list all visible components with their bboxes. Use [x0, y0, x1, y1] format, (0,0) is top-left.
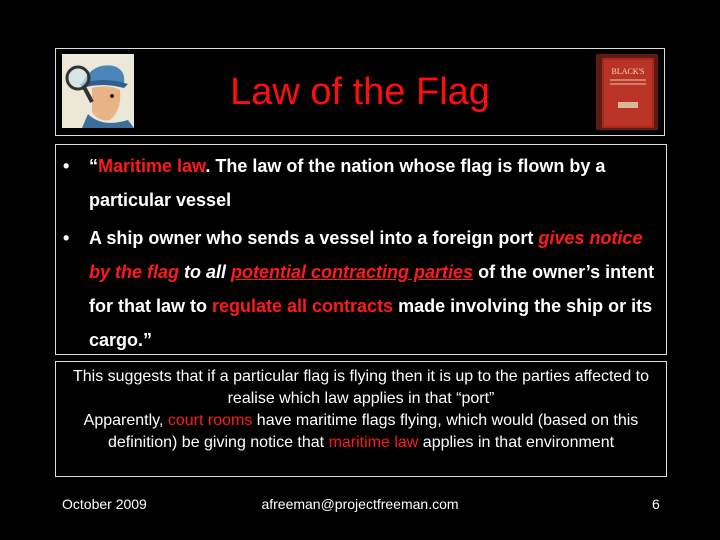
note-box	[55, 361, 667, 477]
note-text: have maritime flags flying, which would (based on this definition) be giving notice that	[107, 412, 639, 451]
quote-open: “	[89, 156, 98, 176]
note-line-2	[56, 410, 666, 454]
note-line-1: This suggests that if a particular flag is flying then it is up to the parties affected to realise which law applies in that “port”	[72, 368, 649, 407]
footer-page-number: 6	[652, 496, 660, 512]
bullet-list-box	[55, 144, 667, 355]
footer-date: October 2009	[62, 496, 147, 512]
note-maritime-law: maritime law	[328, 434, 419, 451]
book-label: BLACK'S	[611, 67, 645, 76]
text-part: made involving the ship or its cargo.”	[89, 296, 653, 350]
bullet-item-ship-owner	[56, 221, 660, 357]
term-maritime-law: Maritime law	[98, 156, 206, 176]
definition-text: . The law of the nation whose flag is flown by a particular vessel	[89, 156, 606, 210]
note-text: Apparently,	[83, 412, 168, 429]
note-court-rooms: court rooms	[167, 412, 253, 429]
text-part: A ship owner who sends a vessel into a foreign port	[89, 228, 539, 248]
bullet-icon: •	[63, 228, 70, 248]
text-part: of the owner’s intent for that law to	[89, 262, 655, 316]
title-box	[55, 48, 665, 136]
footer-email: afreeman@projectfreeman.com	[261, 496, 459, 512]
text-gives-notice: gives notice by the flag	[89, 228, 643, 282]
text-potential-parties: potential contracting parties	[231, 262, 474, 282]
text-to-all: to all	[179, 262, 232, 282]
bullet-icon: •	[63, 156, 70, 176]
bullet-item-maritime-law	[56, 149, 660, 217]
slide-title: Law of the Flag	[230, 71, 490, 113]
note-text: applies in that environment	[418, 434, 615, 451]
text-regulate-contracts: regulate all contracts	[212, 296, 394, 316]
blacks-law-book-image	[596, 54, 658, 130]
